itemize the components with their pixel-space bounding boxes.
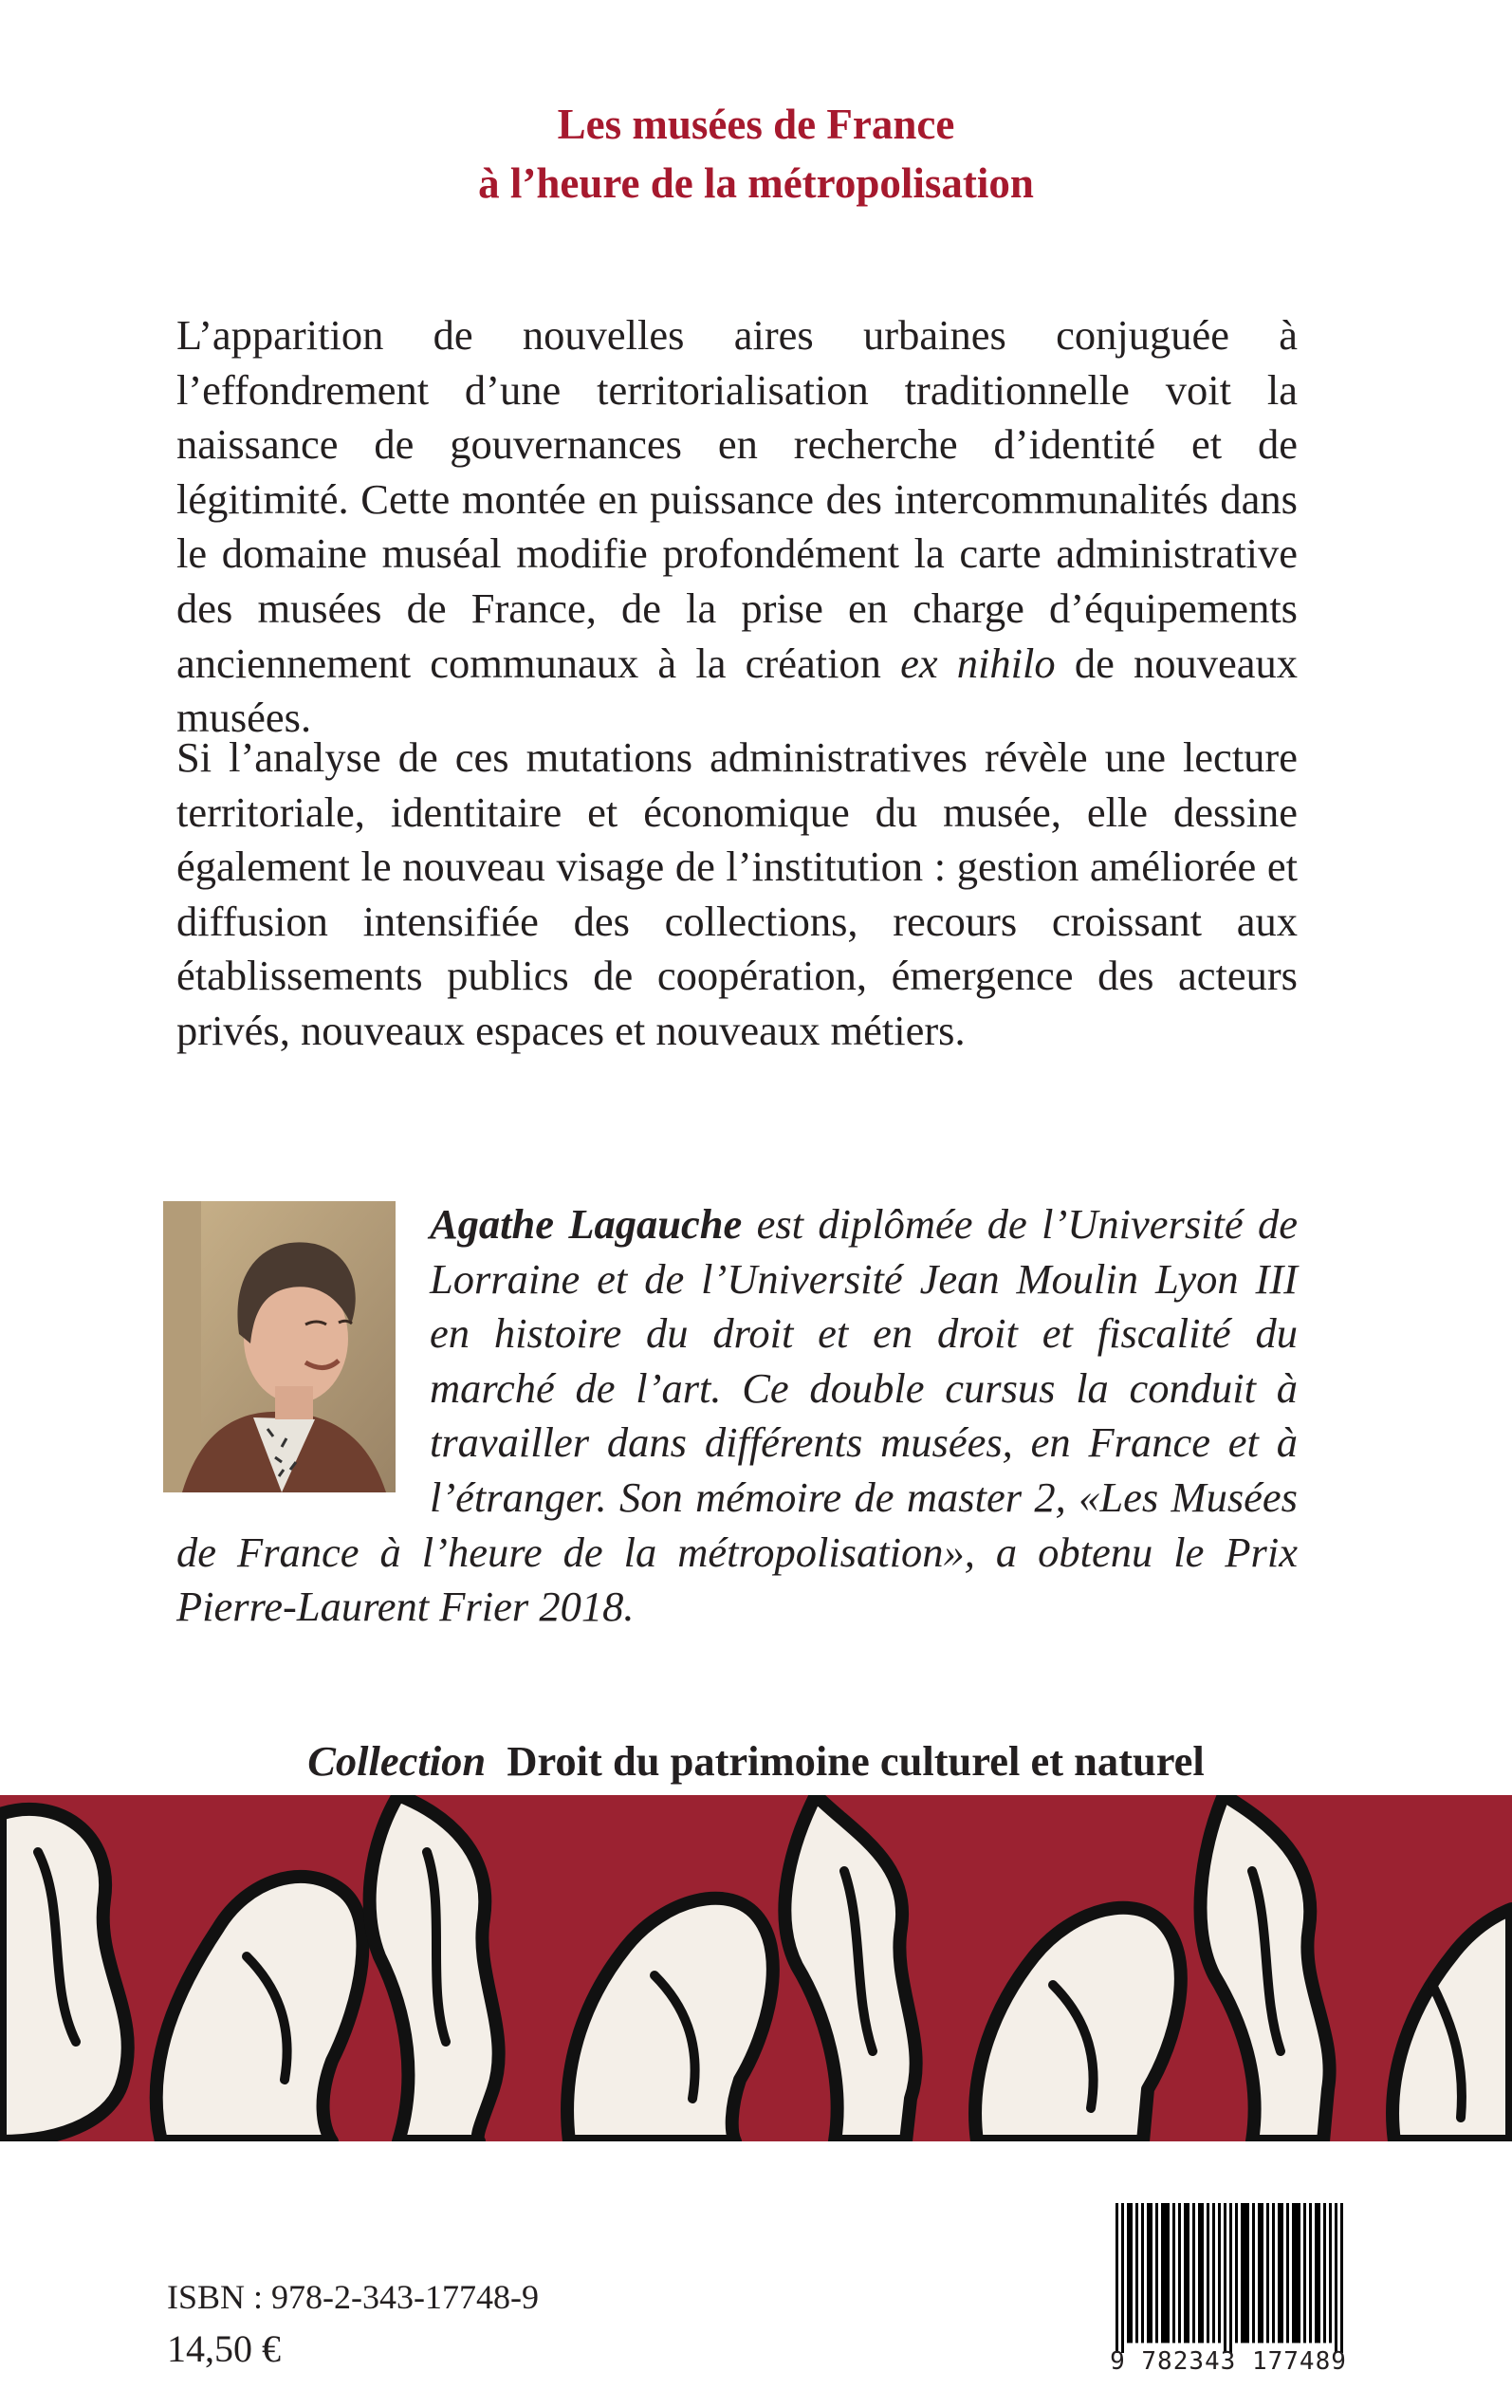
summary-paragraph-1 — [176, 308, 1298, 746]
photo-spacer — [176, 1197, 409, 1482]
summary-paragraph-2: Si l’analyse de ces mutations administratives révèle une lecture territoriale, identitaire et économique du musée, elle dessine également le nouveau visage de l’institution : gestion améliorée et diffusion intensifiée des collections, recours croissant aux établissements publics de coopération, émergence des acteurs privés, nouveaux espaces et nouveaux métiers. — [176, 733, 1298, 1054]
barcode — [1116, 2203, 1343, 2353]
summary-paragraph-1-text: L’apparition de nouvelles aires urbaines conjuguée à l’effondrement d’une territorialisation traditionnelle voit la naissance de gouvernances en recherche d’identité et de légitimité. Cette montée en puissance des intercommunalités dans le domaine muséal modifie profondément la carte administrative des musées de France, de la prise en charge d’équipements anciennement communaux à la création — [176, 311, 1298, 687]
author-bio — [176, 1197, 1298, 1635]
author-name: Agathe Lagauche — [430, 1200, 743, 1248]
title-line-1: Les musées de France — [557, 101, 955, 148]
author-bio-text: est diplômée de l’Université de Lorraine et de l’Université Jean Moulin Lyon III en histoire du droit et en droit et fiscalité du marché de l’art. Ce double cursus la conduit à travailler dans différents musées, en France et à l’étranger. Son mémoire de master 2, «Les Musées de France à l’heure de la métropolisation», a obtenu le Prix Pierre-Laurent Frier 2018. — [176, 1200, 1298, 1631]
frieze-illustration — [0, 1795, 1512, 2141]
price: 14,50 € — [167, 2327, 281, 2370]
collection-line — [0, 1736, 1512, 1786]
collection-name: Droit du patrimoine culturel et naturel — [507, 1737, 1205, 1785]
barcode-number: 9 782343 177489 — [1110, 2347, 1347, 2376]
title-line-2: à l’heure de la métropolisation — [478, 159, 1034, 207]
summary-paragraph-1-end: de nouveaux musées. — [176, 639, 1299, 742]
collection-label: Collection — [307, 1737, 487, 1785]
isbn: ISBN : 978-2-343-17748-9 — [167, 2278, 539, 2316]
book-title — [0, 95, 1512, 213]
summary-italic-phrase: ex nihilo — [900, 639, 1056, 687]
